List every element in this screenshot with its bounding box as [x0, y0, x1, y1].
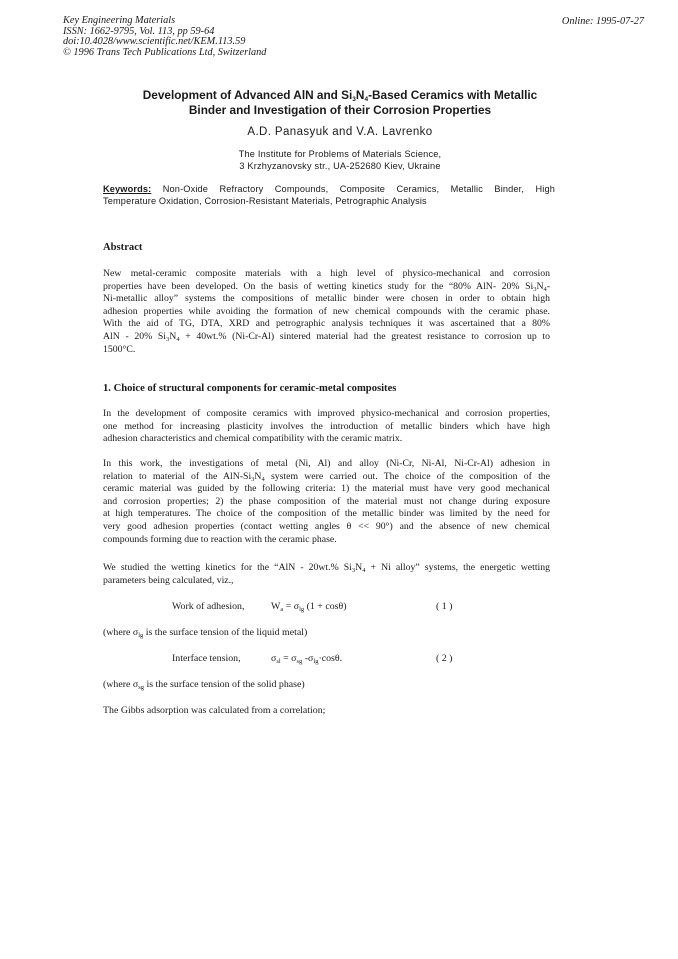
- issn-line: ISSN: 1662-9795, Vol. 113, pp 59-64: [63, 25, 215, 37]
- keywords-label: Keywords:: [103, 184, 152, 194]
- journal-header: [63, 16, 266, 58]
- equation-1-label: Work of adhesion,: [172, 601, 245, 612]
- copyright-line: © 1996 Trans Tech Publications Ltd, Switzerland: [63, 46, 267, 58]
- author-list: A.D. Panasyuk and V.A. Lavrenko: [247, 126, 433, 138]
- section-paragraph-2: In this work, the investigations of metal (Ni, Al) and alloy (Ni-Cr, Ni-Al, Ni-Cr-Al) adhesion in relation to material of the AlN-$Si_3N_4$ system were carried out. The choice of the composition of the ceramic material was guided by the following criteria: 1) the material must have very good mechanical and corrosion properties; 2) the phase composition of the material must not change during exposure at high temperatures. The choice of the composition of the metallic binder was limited by the need for very good adhesion properties (contact wetting angles θ << 90°) and the absence of new chemical compounds forming due to reaction with the ceramic phase.: [103, 458, 550, 545]
- equation-1: $W_a = \sigma_{lg}$ (1 + cosθ): [271, 601, 347, 613]
- equation-1-note: (where $\sigma_{lg}$ is the surface tension of the liquid metal): [103, 627, 308, 639]
- equation-2-note: (where $\sigma_{sg}$ is the surface tension of the solid phase): [103, 679, 305, 691]
- equation-2-label: Interface tension,: [172, 653, 241, 664]
- doi-link[interactable]: doi:10.4028/www.scientific.net/KEM.113.59: [63, 36, 246, 48]
- gibbs-sentence: The Gibbs adsorption was calculated from a correlation;: [103, 705, 326, 716]
- keywords-block: Keywords: Non-Oxide Refractory Compounds, Composite Ceramics, Metallic Binder, High Temperature Oxidation, Corrosion-Resistant Materials, Petrographic Analysis: [103, 184, 555, 206]
- journal-name: Key Engineering Materials: [63, 15, 176, 26]
- section-heading: 1. Choice of structural components for ceramic-metal composites: [103, 383, 397, 394]
- section-paragraph-1: In the development of composite ceramics with improved physico-mechanical and corrosion properties, one method for increasing plasticity involves the introduction of metallic binders which have high adhesion characteristics and chemical compatibility with the ceramic matrix.: [103, 408, 550, 445]
- abstract-heading: Abstract: [103, 242, 143, 253]
- abstract-text: New metal-ceramic composite materials with a high level of physico-mechanical and corrosion properties have been developed. On the basis of wetting kinetics study for the “80% AlN- 20% $Si_3N_4-$ Ni-metallic alloy” systems the compositions of metallic binder were chosen in order to obtain high adhesion properties while avoiding the formation of new chemical compounds with the ceramic phase. With the aid of TG, DTA, XRD and petrographic analysis techniques it was ascertained that a 80% AlN - 20% $Si_3N_4 + 40wt.\%$ (Ni-Cr-Al) sintered material had the greatest resistance to corrosion up to 1500°C.: [103, 268, 550, 355]
- equation-2-number: ( 2 ): [436, 653, 453, 664]
- online-date: Online: 1995-07-27: [561, 16, 644, 27]
- paper-title: Development of Advanced AlN and $Si_3N_4$-Based Ceramics with Metallic Binder and Investigation of their Corrosion Properties: [142, 88, 538, 117]
- equation-1-number: ( 1 ): [436, 601, 453, 612]
- equation-2: $\sigma_{sl} = \sigma_{sg}$ $-\sigma_{lg}\cdot\cos\theta$.: [271, 653, 343, 665]
- section-paragraph-3: We studied the wetting kinetics for the “AlN - 20wt.% $Si_3N_4 + Ni$ alloy” systems, the energetic wetting parameters being calculated, viz.,: [103, 562, 551, 586]
- affiliation: The Institute for Problems of Materials Science, 3 Krzhyzanovsky str., UA-252680 Kiev, Ukraine: [238, 149, 442, 171]
